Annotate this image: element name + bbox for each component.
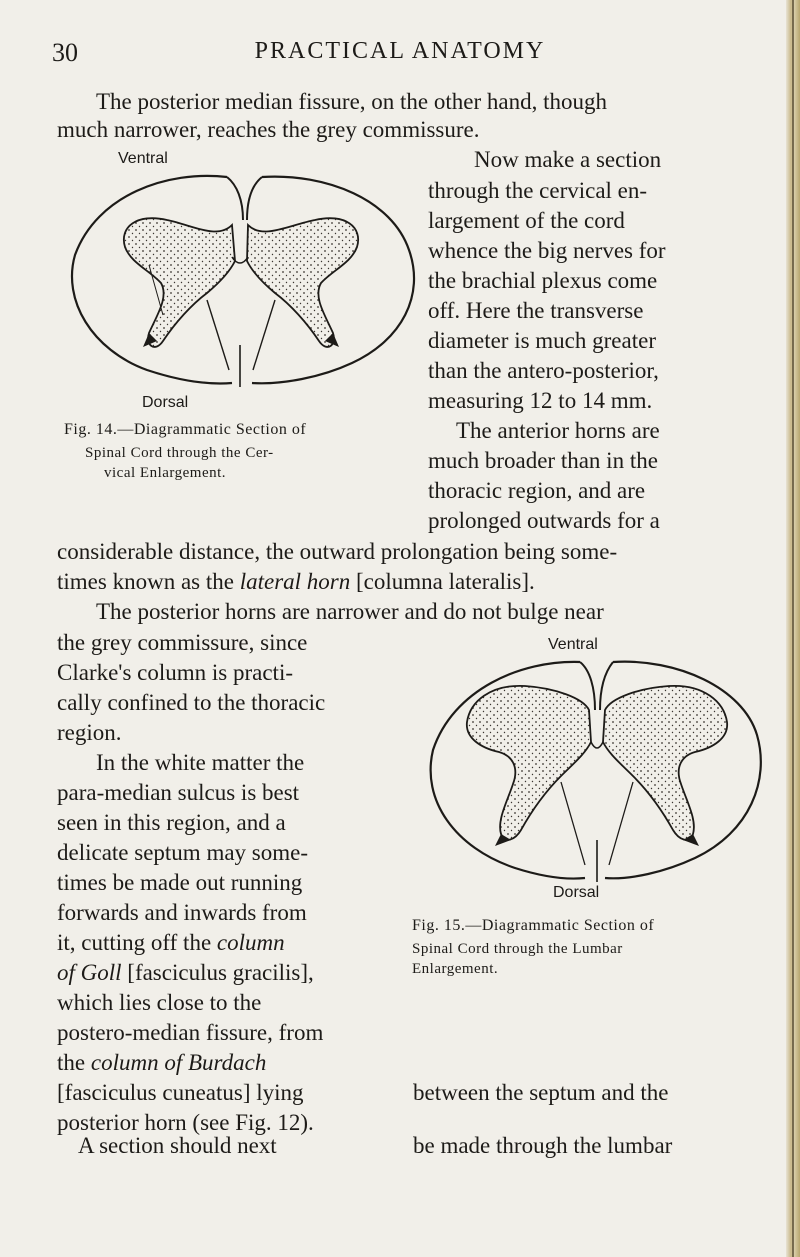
left-col-line-13: which lies close to the xyxy=(57,990,262,1015)
left-col-line-3: cally confined to the thoracic xyxy=(57,690,326,715)
left-col-line-17: posterior horn (see Fig. 12). xyxy=(57,1110,314,1135)
para1-line-2: much narrower, reaches the grey commissure. xyxy=(57,117,480,142)
fig15-caption-line-2: Spinal Cord through the Lumbar xyxy=(412,941,623,957)
left-col-line-9: times be made out running xyxy=(57,870,303,895)
right-col-line-2: through the cervical en- xyxy=(428,178,648,203)
right-col-line-4: whence the big nerves for xyxy=(428,238,666,263)
fig15-caption-line-1: Fig. 15.—Diagrammatic Section of xyxy=(412,917,655,934)
left-col-line-2: Clarke's column is practi- xyxy=(57,660,293,685)
left-col-line-4: region. xyxy=(57,720,122,745)
fig15-ventral-label: Ventral xyxy=(548,636,598,653)
left-col-line-6: para-median sulcus is best xyxy=(57,780,300,805)
fig14-caption-line-2: Spinal Cord through the Cer- xyxy=(85,445,274,461)
page-edge-shadow xyxy=(792,0,794,1257)
fig15-dorsal-label: Dorsal xyxy=(553,884,600,901)
left-col-line-15: the column of Burdach xyxy=(57,1050,267,1075)
left-col-line-11: it, cutting off the column xyxy=(57,930,285,955)
left-col-line-8: delicate septum may some- xyxy=(57,840,309,865)
right-col-line-3: largement of the cord xyxy=(428,208,625,233)
right-col-line-5: the brachial plexus come xyxy=(428,268,658,293)
fig15-caption-line-3: Enlargement. xyxy=(412,961,499,977)
page-number: 30 xyxy=(52,38,78,67)
para1-line-1: The posterior median fissure, on the other hand, though xyxy=(96,89,607,114)
right-col-line-13: prolonged outwards for a xyxy=(428,508,660,533)
full-line-1: considerable distance, the outward prolongation being some- xyxy=(57,539,618,564)
full-line-2: times known as the lateral horn [columna lateralis]. xyxy=(57,569,535,594)
right-col-line-9: measuring 12 to 14 mm. xyxy=(428,388,653,413)
left-col-line-1: the grey commissure, since xyxy=(57,630,308,655)
left-col-line-14: postero-median fissure, from xyxy=(57,1020,324,1045)
right-col-line-11: much broader than in the xyxy=(428,448,658,473)
left-col-line-10: forwards and inwards from xyxy=(57,900,307,925)
tail-line-1: between the septum and the xyxy=(413,1080,669,1105)
tail-line-2: be made through the lumbar xyxy=(413,1133,673,1158)
right-col-line-12: thoracic region, and are xyxy=(428,478,646,503)
fig14-cervical-section-diagram xyxy=(57,165,427,395)
left-col-line-5: In the white matter the xyxy=(96,750,305,775)
right-col-line-6: off. Here the transverse xyxy=(428,298,644,323)
left-col-line-18: A section should next xyxy=(78,1133,277,1158)
right-col-line-8: than the antero-posterior, xyxy=(428,358,659,383)
right-col-line-1: Now make a section xyxy=(474,147,662,172)
fig14-ventral-label: Ventral xyxy=(118,150,168,167)
left-col-line-16: [fasciculus cuneatus] lying xyxy=(57,1080,304,1105)
left-col-line-12: of Goll [fasciculus gracilis], xyxy=(57,960,314,985)
fig14-dorsal-label: Dorsal xyxy=(142,394,189,411)
left-col-line-7: seen in this region, and a xyxy=(57,810,286,835)
fig14-caption-line-3: vical Enlargement. xyxy=(104,465,227,481)
right-col-line-7: diameter is much greater xyxy=(428,328,656,353)
running-title: PRACTICAL ANATOMY xyxy=(254,38,546,64)
fig15-lumbar-section-diagram xyxy=(415,650,775,890)
fig14-caption-line-1: Fig. 14.—Diagrammatic Section of xyxy=(64,421,307,438)
right-col-line-10: The anterior horns are xyxy=(456,418,660,443)
full-line-3: The posterior horns are narrower and do not bulge near xyxy=(96,599,604,624)
